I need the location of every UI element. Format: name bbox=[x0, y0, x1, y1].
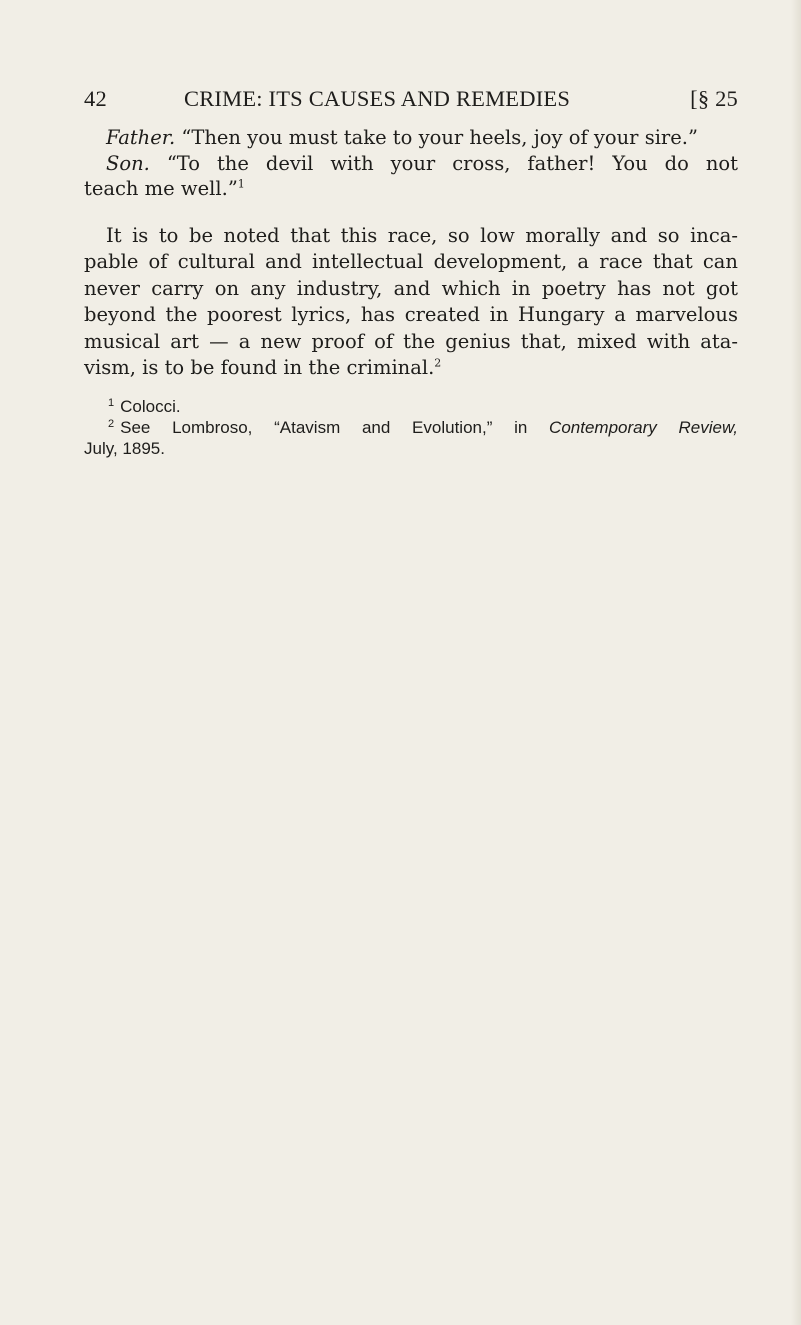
section-marker: [§ 25 bbox=[690, 86, 738, 111]
paragraph-line: beyond the poorest lyrics, has created in Hungary a marvelous bbox=[84, 303, 738, 326]
running-title: CRIME: ITS CAUSES AND REMEDIES bbox=[184, 86, 571, 111]
father-dialogue-line bbox=[106, 126, 738, 150]
footnote-2-mark: 2 bbox=[108, 418, 115, 430]
son-dialogue-line bbox=[106, 152, 738, 176]
paragraph-line: It is to be noted that this race, so low morally and so inca- bbox=[106, 224, 738, 247]
footnote-1-mark: 1 bbox=[108, 397, 115, 409]
paragraph-line-end: vism, is to be found in the criminal. bbox=[84, 356, 435, 379]
father-speaker: Father. bbox=[106, 126, 176, 149]
footnote-2 bbox=[108, 418, 738, 440]
page-number: 42 bbox=[84, 86, 107, 111]
footnote-2-journal: Contemporary Review, bbox=[549, 418, 739, 437]
footnote-2-continuation: July, 1895. bbox=[84, 439, 165, 458]
running-header bbox=[84, 86, 738, 116]
son-speaker: Son. bbox=[106, 152, 150, 175]
footnote-ref-1: 1 bbox=[237, 177, 245, 191]
paragraph-line: musical art — a new proof of the genius that, mixed with ata- bbox=[84, 330, 738, 353]
son-dialogue-continuation bbox=[84, 177, 738, 201]
footnote-ref-2: 2 bbox=[434, 356, 442, 370]
footnote-2-text: See Lombroso, “Atavism and Evolution,” in bbox=[120, 418, 550, 437]
footnote-1 bbox=[108, 397, 738, 419]
paragraph-last-line bbox=[84, 356, 738, 380]
footnote-1-text: Colocci. bbox=[120, 397, 181, 416]
father-quote: “Then you must take to your heels, joy of your sire.” bbox=[175, 126, 698, 149]
son-quote: “To the devil with your cross, father! You do not bbox=[149, 152, 738, 175]
paragraph-line: never carry on any industry, and which in poetry has not got bbox=[84, 277, 738, 300]
page-edge-shadow bbox=[791, 0, 801, 1325]
paragraph-line: pable of cultural and intellectual development, a race that can bbox=[84, 250, 738, 273]
son-quote-end: teach me well.” bbox=[84, 177, 238, 200]
